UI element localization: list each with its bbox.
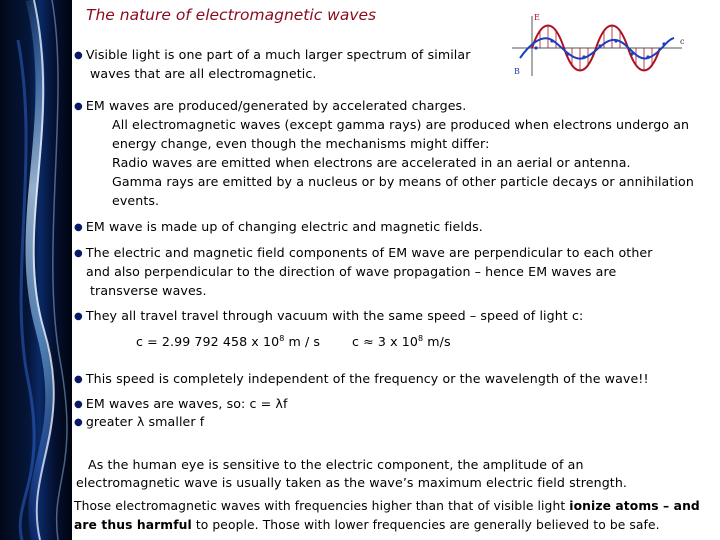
bullet-perpendicular-fields-cont: and also perpendicular to the direction of wave propagation – hence EM waves are xyxy=(86,264,617,279)
bullet-text: The electric and magnetic field components of EM wave are perpendicular to each other xyxy=(85,245,653,260)
bullet-changing-fields xyxy=(74,218,483,238)
em-wave-diagram xyxy=(506,10,688,82)
formula-exact-unit: m / s xyxy=(284,334,321,349)
bullet-visible-light xyxy=(74,46,471,66)
formula-approx-unit: m/s xyxy=(423,334,451,349)
sub-line: Radio waves are emitted when electrons are accelerated in an aerial or antenna. xyxy=(112,155,631,170)
paragraph-text: to people. Those with lower frequencies are generally believed to be safe. xyxy=(191,518,660,532)
formula-exact xyxy=(136,333,320,352)
e-field-label: E xyxy=(534,13,540,22)
formula-approx-base: c ≈ 3 x 10 xyxy=(352,334,418,349)
b-field-label: B xyxy=(514,67,520,76)
bullet-text: EM waves are waves, so: c = λf xyxy=(85,396,288,411)
bullet-marker: ● xyxy=(74,50,83,61)
bullet-marker: ● xyxy=(74,311,83,322)
bullet-marker: ● xyxy=(74,374,83,385)
bullet-perpendicular-fields-cont: transverse waves. xyxy=(90,283,207,298)
bullet-text: greater λ smaller f xyxy=(85,414,205,429)
paragraph-ionize-line xyxy=(74,497,700,516)
bullet-marker: ● xyxy=(74,248,83,259)
bullet-marker: ● xyxy=(74,222,83,233)
bullet-marker: ● xyxy=(74,101,83,112)
paragraph-text: Those electromagnetic waves with frequencies higher than that of visible light xyxy=(74,499,570,513)
bullet-accelerated-charges xyxy=(74,97,466,117)
bullet-perpendicular-fields xyxy=(74,244,653,264)
slide-title: The nature of electromagnetic waves xyxy=(86,6,377,24)
bullet-marker: ● xyxy=(74,417,83,428)
bullet-wave-equation xyxy=(74,395,287,415)
decorative-side-strip xyxy=(0,0,72,540)
sub-line: Gamma rays are emitted by a nucleus or by means of other particle decays or annihilation xyxy=(112,174,694,189)
bullet-marker: ● xyxy=(74,399,83,410)
sub-line: energy change, even though the mechanisms might differ: xyxy=(112,136,490,151)
bullet-text: EM wave is made up of changing electric and magnetic fields. xyxy=(85,219,483,234)
bullet-text: Visible light is one part of a much larger spectrum of similar xyxy=(85,47,471,62)
bullet-text: They all travel travel through vacuum with the same speed – speed of light c: xyxy=(85,308,584,323)
paragraph-bold-text: are thus harmful xyxy=(74,518,192,532)
sub-line: All electromagnetic waves (except gamma rays) are produced when electrons undergo an xyxy=(112,117,690,132)
formula-approx-exponent: 8 xyxy=(417,333,424,343)
bullet-text: This speed is completely independent of the frequency or the wavelength of the wave!! xyxy=(85,371,649,386)
c-direction-label: c xyxy=(680,37,685,46)
paragraph-bold-text: ionize atoms – and xyxy=(569,499,700,513)
paragraph-line: electromagnetic wave is usually taken as the wave’s maximum electric field strength. xyxy=(76,475,628,490)
paragraph-line: As the human eye is sensitive to the electric component, the amplitude of an xyxy=(88,457,584,472)
sub-line: events. xyxy=(112,193,160,208)
paragraph-harmful-line xyxy=(74,516,660,535)
bullet-visible-light-cont: waves that are all electromagnetic. xyxy=(90,66,317,81)
formula-approx xyxy=(352,333,451,352)
bullet-speed-independent xyxy=(74,370,649,390)
formula-exact-base: c = 2.99 792 458 x 10 xyxy=(136,334,280,349)
formula-exact-exponent: 8 xyxy=(279,333,285,343)
light-streak-graphic xyxy=(0,0,72,540)
bullet-text: EM waves are produced/generated by accelerated charges. xyxy=(85,98,467,113)
bullet-speed-of-light xyxy=(74,307,583,327)
bullet-wavelength-frequency xyxy=(74,413,204,433)
